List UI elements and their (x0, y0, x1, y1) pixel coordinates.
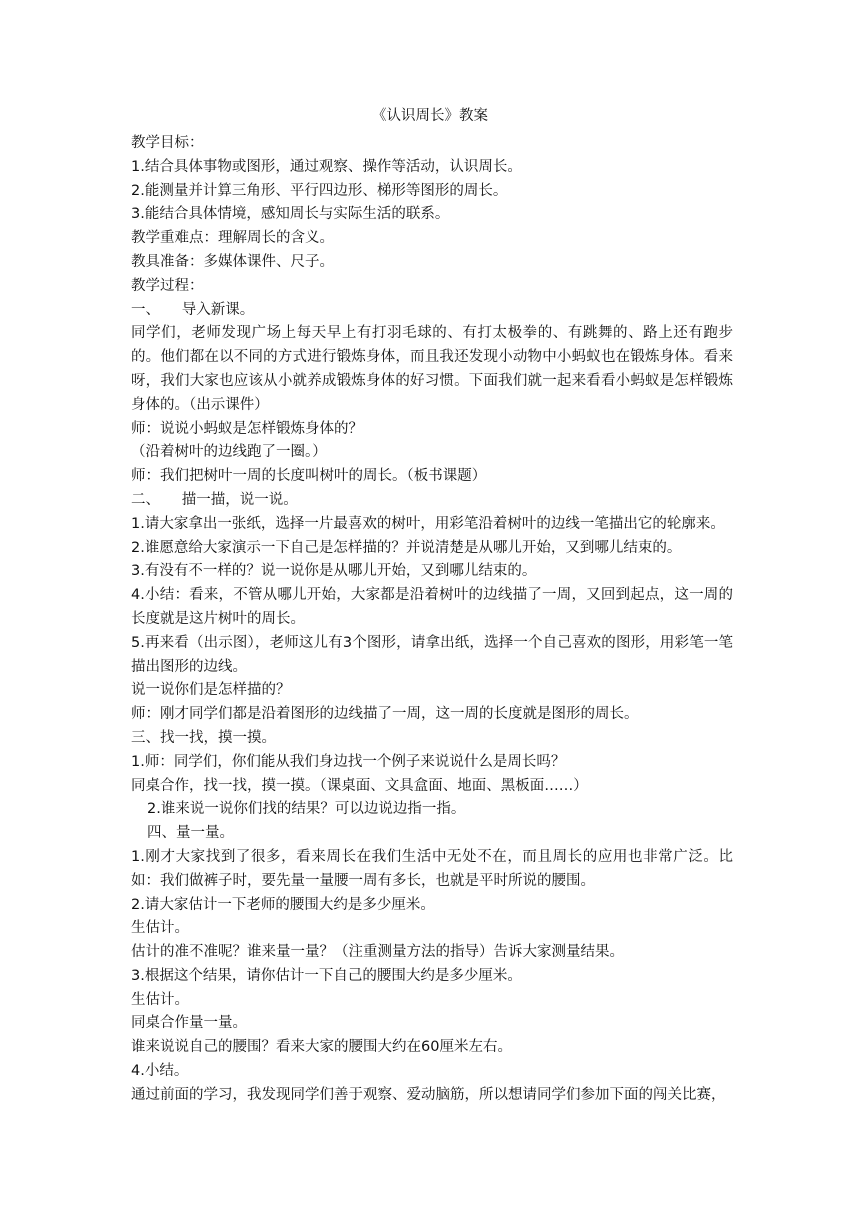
paragraph: 通过前面的学习，我发现同学们善于观察、爱动脑筋，所以想请同学们参加下面的闯关比赛， (131, 1086, 726, 1103)
paragraph: 生估计。 (131, 920, 189, 937)
paragraph: 2.请大家估计一下老师的腰围大约是多少厘米。 (131, 896, 435, 913)
paragraph: 1.请大家拿出一张纸，选择一片最喜欢的树叶，用彩笔沿着树叶的边线一笔描出它的轮廓来。 (131, 515, 725, 532)
section-heading: 一、 导入新课。 (131, 301, 255, 318)
paragraph: 1.师：同学们，你们能从我们身边找一个例子来说说什么是周长吗？ (131, 753, 566, 770)
paragraph: 3.有没有不一样的？说一说你是从哪儿开始，又到哪儿结束的。 (131, 563, 537, 580)
paragraph: 教具准备：多媒体课件、尺子。 (131, 253, 334, 270)
paragraph: 2.能测量并计算三角形、平行四边形、梯形等图形的周长。 (131, 182, 508, 199)
paragraph: 教学重难点：理解周长的含义。 (131, 230, 334, 247)
document-body (131, 132, 733, 1108)
paragraph: 2.谁愿意给大家演示一下自己是怎样描的？并说清楚是从哪儿开始，又到哪儿结束的。 (131, 539, 682, 556)
section-heading: 三、找一找，摸一摸。 (131, 729, 276, 746)
paragraph: 3.能结合具体情境，感知周长与实际生活的联系。 (131, 206, 450, 223)
paragraph: 师：刚才同学们都是沿着图形的边线描了一周，这一周的长度就是图形的周长。 (131, 706, 639, 723)
paragraph: 教学目标： (131, 135, 204, 151)
paragraph: 4.小结。 (131, 1063, 189, 1080)
paragraph: 1.刚才大家找到了很多，看来周长在我们生活中无处不在，而且周长的应用也非常广泛。比如：我们做裤子时，要先量一量腰一周有多长，也就是平时所说的腰围。 (131, 848, 733, 889)
paragraph: 说一说你们是怎样描的？ (131, 682, 291, 699)
document-title: 《认识周长》教案 (372, 108, 488, 124)
section-heading: 四、量一量。 (147, 825, 234, 842)
paragraph: 生估计。 (131, 991, 189, 1008)
paragraph: 同学们，老师发现广场上每天早上有打羽毛球的、有打太极拳的、有跳舞的、路上还有跑步的。他们都在以不同的方式进行锻炼身体，而且我还发现小动物中小蚂蚁也在锻炼身体。看来呀，我们大家也应该从小就养成锻炼身体的好习惯。下面我们就一起来看看小蚂蚁是怎样锻炼身体的。（出示课件） (131, 325, 733, 413)
paragraph: 同桌合作量一量。 (131, 1015, 247, 1032)
paragraph: 5.再来看（出示图），老师这儿有3个图形，请拿出纸，选择一个自己喜欢的图形，用彩笔一笔描出图形的边线。 (131, 634, 733, 675)
paragraph: 同桌合作，找一找，摸一摸。（课桌面、文具盒面、地面、黑板面……） (131, 777, 588, 794)
paragraph: 2.谁来说一说你们找的结果？可以边说边指一指。 (147, 801, 466, 818)
paragraph: （沿着树叶的边线跑了一圈。） (131, 444, 327, 461)
paragraph: 教学过程： (131, 277, 204, 294)
paragraph: 1.结合具体事物或图形，通过观察、操作等活动，认识周长。 (131, 158, 522, 175)
paragraph: 师：我们把树叶一周的长度叫树叶的周长。（板书课题） (131, 468, 487, 485)
paragraph: 3.根据这个结果，请你估计一下自己的腰围大约是多少厘米。 (131, 967, 522, 984)
paragraph: 估计的准不准呢？谁来量一量？（注重测量方法的指导）告诉大家测量结果。 (131, 944, 624, 961)
paragraph: 谁来说说自己的腰围？看来大家的腰围大约在60厘米左右。 (131, 1039, 512, 1056)
paragraph: 师：说说小蚂蚁是怎样锻炼身体的？ (131, 420, 363, 437)
paragraph: 4.小结：看来，不管从哪儿开始，大家都是沿着树叶的边线描了一周，又回到起点，这一周的长度就是这片树叶的周长。 (131, 587, 733, 627)
section-heading: 二、 描一描，说一说。 (131, 491, 298, 508)
